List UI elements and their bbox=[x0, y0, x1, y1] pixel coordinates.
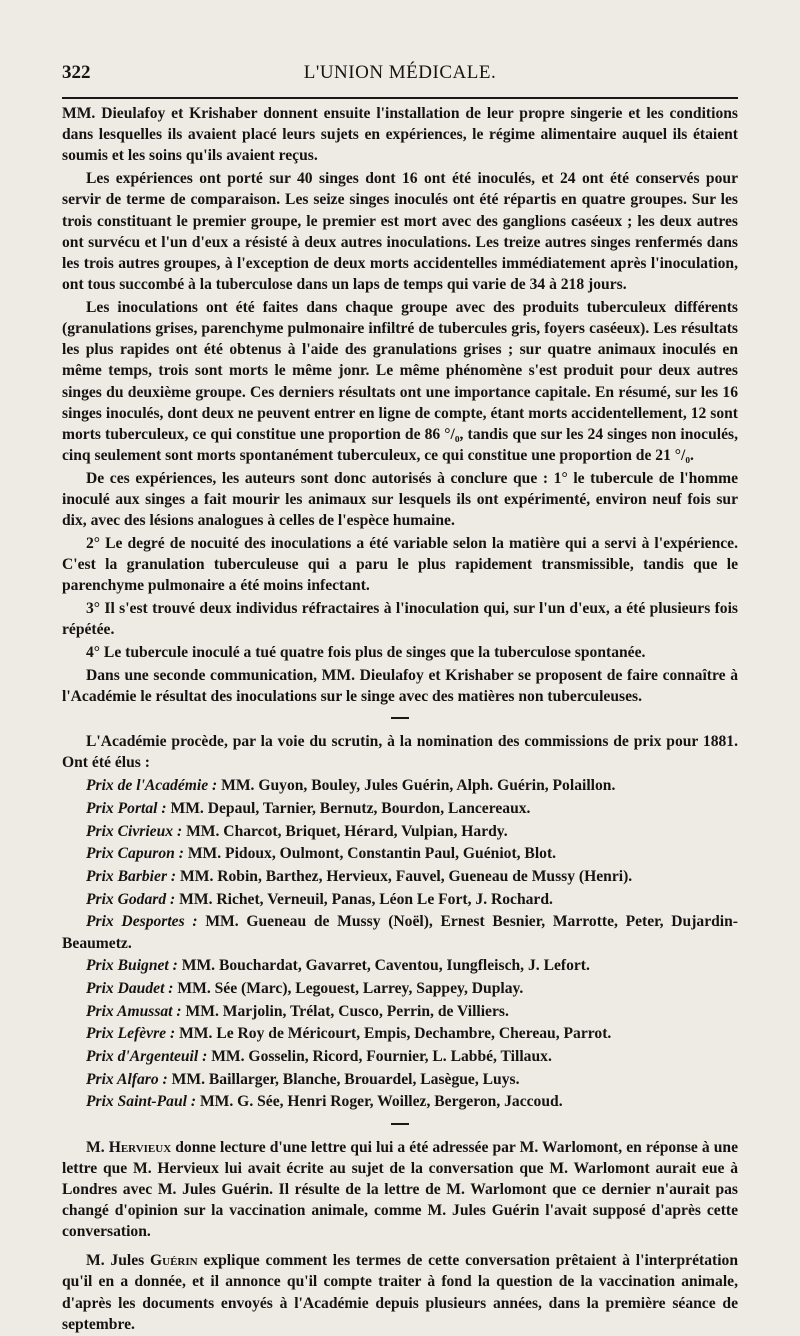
prize-members: MM. Pidoux, Oulmont, Constantin Paul, Guéniot, Blot. bbox=[187, 845, 557, 863]
paragraph bbox=[62, 1250, 738, 1335]
prize-name: Prix Alfaro : bbox=[86, 1070, 168, 1088]
prize-members: MM. Le Roy de Méricourt, Empis, Dechambre, Chereau, Parrot. bbox=[179, 1025, 612, 1043]
prize-members: MM. Guyon, Bouley, Jules Guérin, Alph. Guérin, Polaillon. bbox=[221, 777, 616, 795]
prize-name: Prix Capuron : bbox=[86, 845, 184, 863]
prize-members: MM. Robin, Barthez, Hervieux, Fauvel, Gueneau de Mussy (Henri). bbox=[180, 867, 633, 885]
paragraph: MM. Dieulafoy et Krishaber donnent ensuite l'installation de leur propre singerie et les conditions dans lesquelles ils avaient placé leurs sujets en expériences, le régime alimentaire auquel ils étaient soumis et les soins qu'ils avaient reçus. bbox=[62, 105, 738, 165]
prize-members: MM. Marjolin, Trélat, Cusco, Perrin, de Villiers. bbox=[185, 1002, 509, 1020]
prize-name: Prix de l'Académie : bbox=[86, 777, 218, 795]
prize-name: Prix Godard : bbox=[86, 890, 176, 908]
prize-members: MM. Bouchardat, Gavarret, Caventou, Iungfleisch, J. Lefort. bbox=[181, 957, 590, 975]
prizes-intro: L'Académie procède, par la voie du scrutin, à la nomination des commissions de prix pour 1881. Ont été élus : bbox=[62, 733, 738, 772]
prize-name: Prix Portal : bbox=[86, 799, 167, 817]
text-fragment: M. bbox=[86, 1138, 109, 1156]
prize-entry bbox=[62, 775, 738, 796]
prize-entry bbox=[62, 911, 738, 953]
text-fragment: donne lecture d'une lettre qui lui a été adressée par M. Warlomont, en réponse à une lettre que M. Hervieux lui avait écrite au sujet de la conversation que M. Warlomont aurait eue à Londres avec M. Jules Guérin. Il résulte de la lettre de M. Warlomont que ce dernier n'aurait pas changé d'opinion sur la vaccination animale, comme M. Jules Guérin l'avait supposé d'après cette conversation. bbox=[62, 1138, 739, 1241]
prize-entry bbox=[62, 1046, 738, 1067]
prize-entry bbox=[62, 866, 738, 887]
prize-members: MM. Richet, Verneuil, Panas, Léon Le Fort, J. Rochard. bbox=[179, 890, 553, 908]
text-fragment: M. Jules bbox=[86, 1252, 151, 1270]
prize-name: Prix Saint-Paul : bbox=[86, 1093, 197, 1111]
prize-members: MM. Charcot, Briquet, Hérard, Vulpian, Hardy. bbox=[186, 822, 508, 840]
paragraph: 4° Le tubercule inoculé a tué quatre fois plus de singes que la tuberculose spontanée. bbox=[86, 644, 646, 662]
speaker-name: Hervieux bbox=[108, 1138, 172, 1156]
article-body bbox=[62, 103, 738, 1336]
prize-members: MM. Sée (Marc), Legouest, Larrey, Sappey, Duplay. bbox=[177, 979, 524, 997]
prize-name: Prix Daudet : bbox=[86, 979, 174, 997]
paragraph bbox=[62, 1137, 738, 1243]
prize-name: Prix d'Argenteuil : bbox=[86, 1048, 208, 1066]
section-separator bbox=[391, 717, 409, 719]
prize-name: Prix Civrieux : bbox=[86, 822, 183, 840]
speaker-name: Guérin bbox=[150, 1252, 198, 1270]
prize-entry bbox=[62, 1023, 738, 1044]
prize-members: MM. Gosselin, Ricord, Fournier, L. Labbé, Tillaux. bbox=[211, 1048, 552, 1066]
prize-entry bbox=[62, 1001, 738, 1022]
prize-members: MM. Gueneau de Mussy (Noël), Ernest Besnier, Marrotte, Peter, Dujardin-Beaumetz. bbox=[62, 913, 738, 952]
prize-name: Prix Lefèvre : bbox=[86, 1025, 176, 1043]
paragraph: Les expériences ont porté sur 40 singes dont 16 ont été inoculés, et 24 ont été conservés pour servir de terme de comparaison. Les seize singes inoculés ont été répartis en quatre groupes. Sur les trois constituant le premier groupe, le premier est mort avec des ganglions caséeux ; les deux autres ont survécu et l'un d'eux a résisté à deux autres inoculations. Les treize autres singes renfermés dans les trois autres groupes, à l'exception de deux morts accidentelles immédiatement après l'inoculation, ont tous succombé à la tuberculose dans un laps de temps qui varie de 34 à 218 jours. bbox=[62, 170, 738, 294]
prize-entry bbox=[62, 843, 738, 864]
paragraph: 3° Il s'est trouvé deux individus réfractaires à l'inoculation qui, sur l'un d'eux, a été plusieurs fois répétée. bbox=[62, 600, 738, 639]
prize-entry bbox=[62, 1091, 738, 1112]
header-rule bbox=[62, 97, 738, 99]
paragraph: Les inoculations ont été faites dans chaque groupe avec des produits tuberculeux différents (granulations grises, parenchyme pulmonaire infiltré de tubercules gris, foyers caséeux). Les résultats les plus rapides ont été obtenus à l'aide des granulations grises ; sur quatre animaux inoculés en même temps, trois sont morts le même jonr. Le même phénomène s'est produit pour deux autres singes du deuxième groupe. Ces derniers résultats ont une importance capitale. En résumé, sur les 16 singes inoculés, dont deux ne peuvent entrer en ligne de compte, étant morts accidentellement, 12 sont morts tuberculeux, ce qui constitue une proportion de 86 °/₀, tandis que sur les 24 singes non inoculés, cinq seulement sont morts spontanément tuberculeux, ce qui constitue une proportion de 21 °/₀. bbox=[62, 298, 738, 465]
prize-entry bbox=[62, 955, 738, 976]
prize-name: Prix Barbier : bbox=[86, 867, 177, 885]
prize-entry bbox=[62, 798, 738, 819]
prize-name: Prix Amussat : bbox=[86, 1002, 182, 1020]
paragraph: De ces expériences, les auteurs sont donc autorisés à conclure que : 1° le tubercule de l'homme inoculé aux singes a fait mourir les animaux sur lesquels ils ont expérimenté, environ neuf fois sur dix, avec des lésions analogues à celles de l'espèce humaine. bbox=[62, 469, 738, 530]
prize-name: Prix Desportes : bbox=[86, 913, 198, 931]
text-fragment: explique comment les termes de cette conversation prêtaient à l'interprétation qu'il en a donnée, et il annonce qu'il compte traiter à fond la question de la vaccination animale, d'après les documents envoyés à l'Académie depuis plusieurs années, dans la première séance de septembre. bbox=[62, 1252, 738, 1333]
prize-entry bbox=[62, 1069, 738, 1090]
page-header bbox=[62, 62, 738, 92]
running-title: L'UNION MÉDICALE. bbox=[303, 62, 497, 83]
page-number: 322 bbox=[62, 62, 91, 83]
prize-members: MM. Depaul, Tarnier, Bernutz, Bourdon, Lancereaux. bbox=[170, 799, 531, 817]
prize-entry bbox=[62, 889, 738, 910]
prize-entry bbox=[62, 821, 738, 842]
paragraph: Dans une seconde communication, MM. Dieulafoy et Krishaber se proposent de faire connaître à l'Académie le résultat des inoculations sur le singe avec des matières non tuberculeuses. bbox=[62, 666, 738, 705]
paragraph: 2° Le degré de nocuité des inoculations a été variable selon la matière qui a servi à l'expérience. C'est la granulation tuberculeuse qui a paru le plus rapidement transmissible, tandis que le parenchyme pulmonaire a été moins infectant. bbox=[62, 535, 738, 595]
prize-commissions bbox=[62, 731, 738, 1112]
prize-name: Prix Buignet : bbox=[86, 957, 178, 975]
prize-entry bbox=[62, 978, 738, 999]
section-separator bbox=[391, 1123, 409, 1125]
prize-members: MM. G. Sée, Henri Roger, Woillez, Bergeron, Jaccoud. bbox=[199, 1093, 563, 1111]
prize-members: MM. Baillarger, Blanche, Brouardel, Lasègue, Luys. bbox=[171, 1070, 520, 1088]
